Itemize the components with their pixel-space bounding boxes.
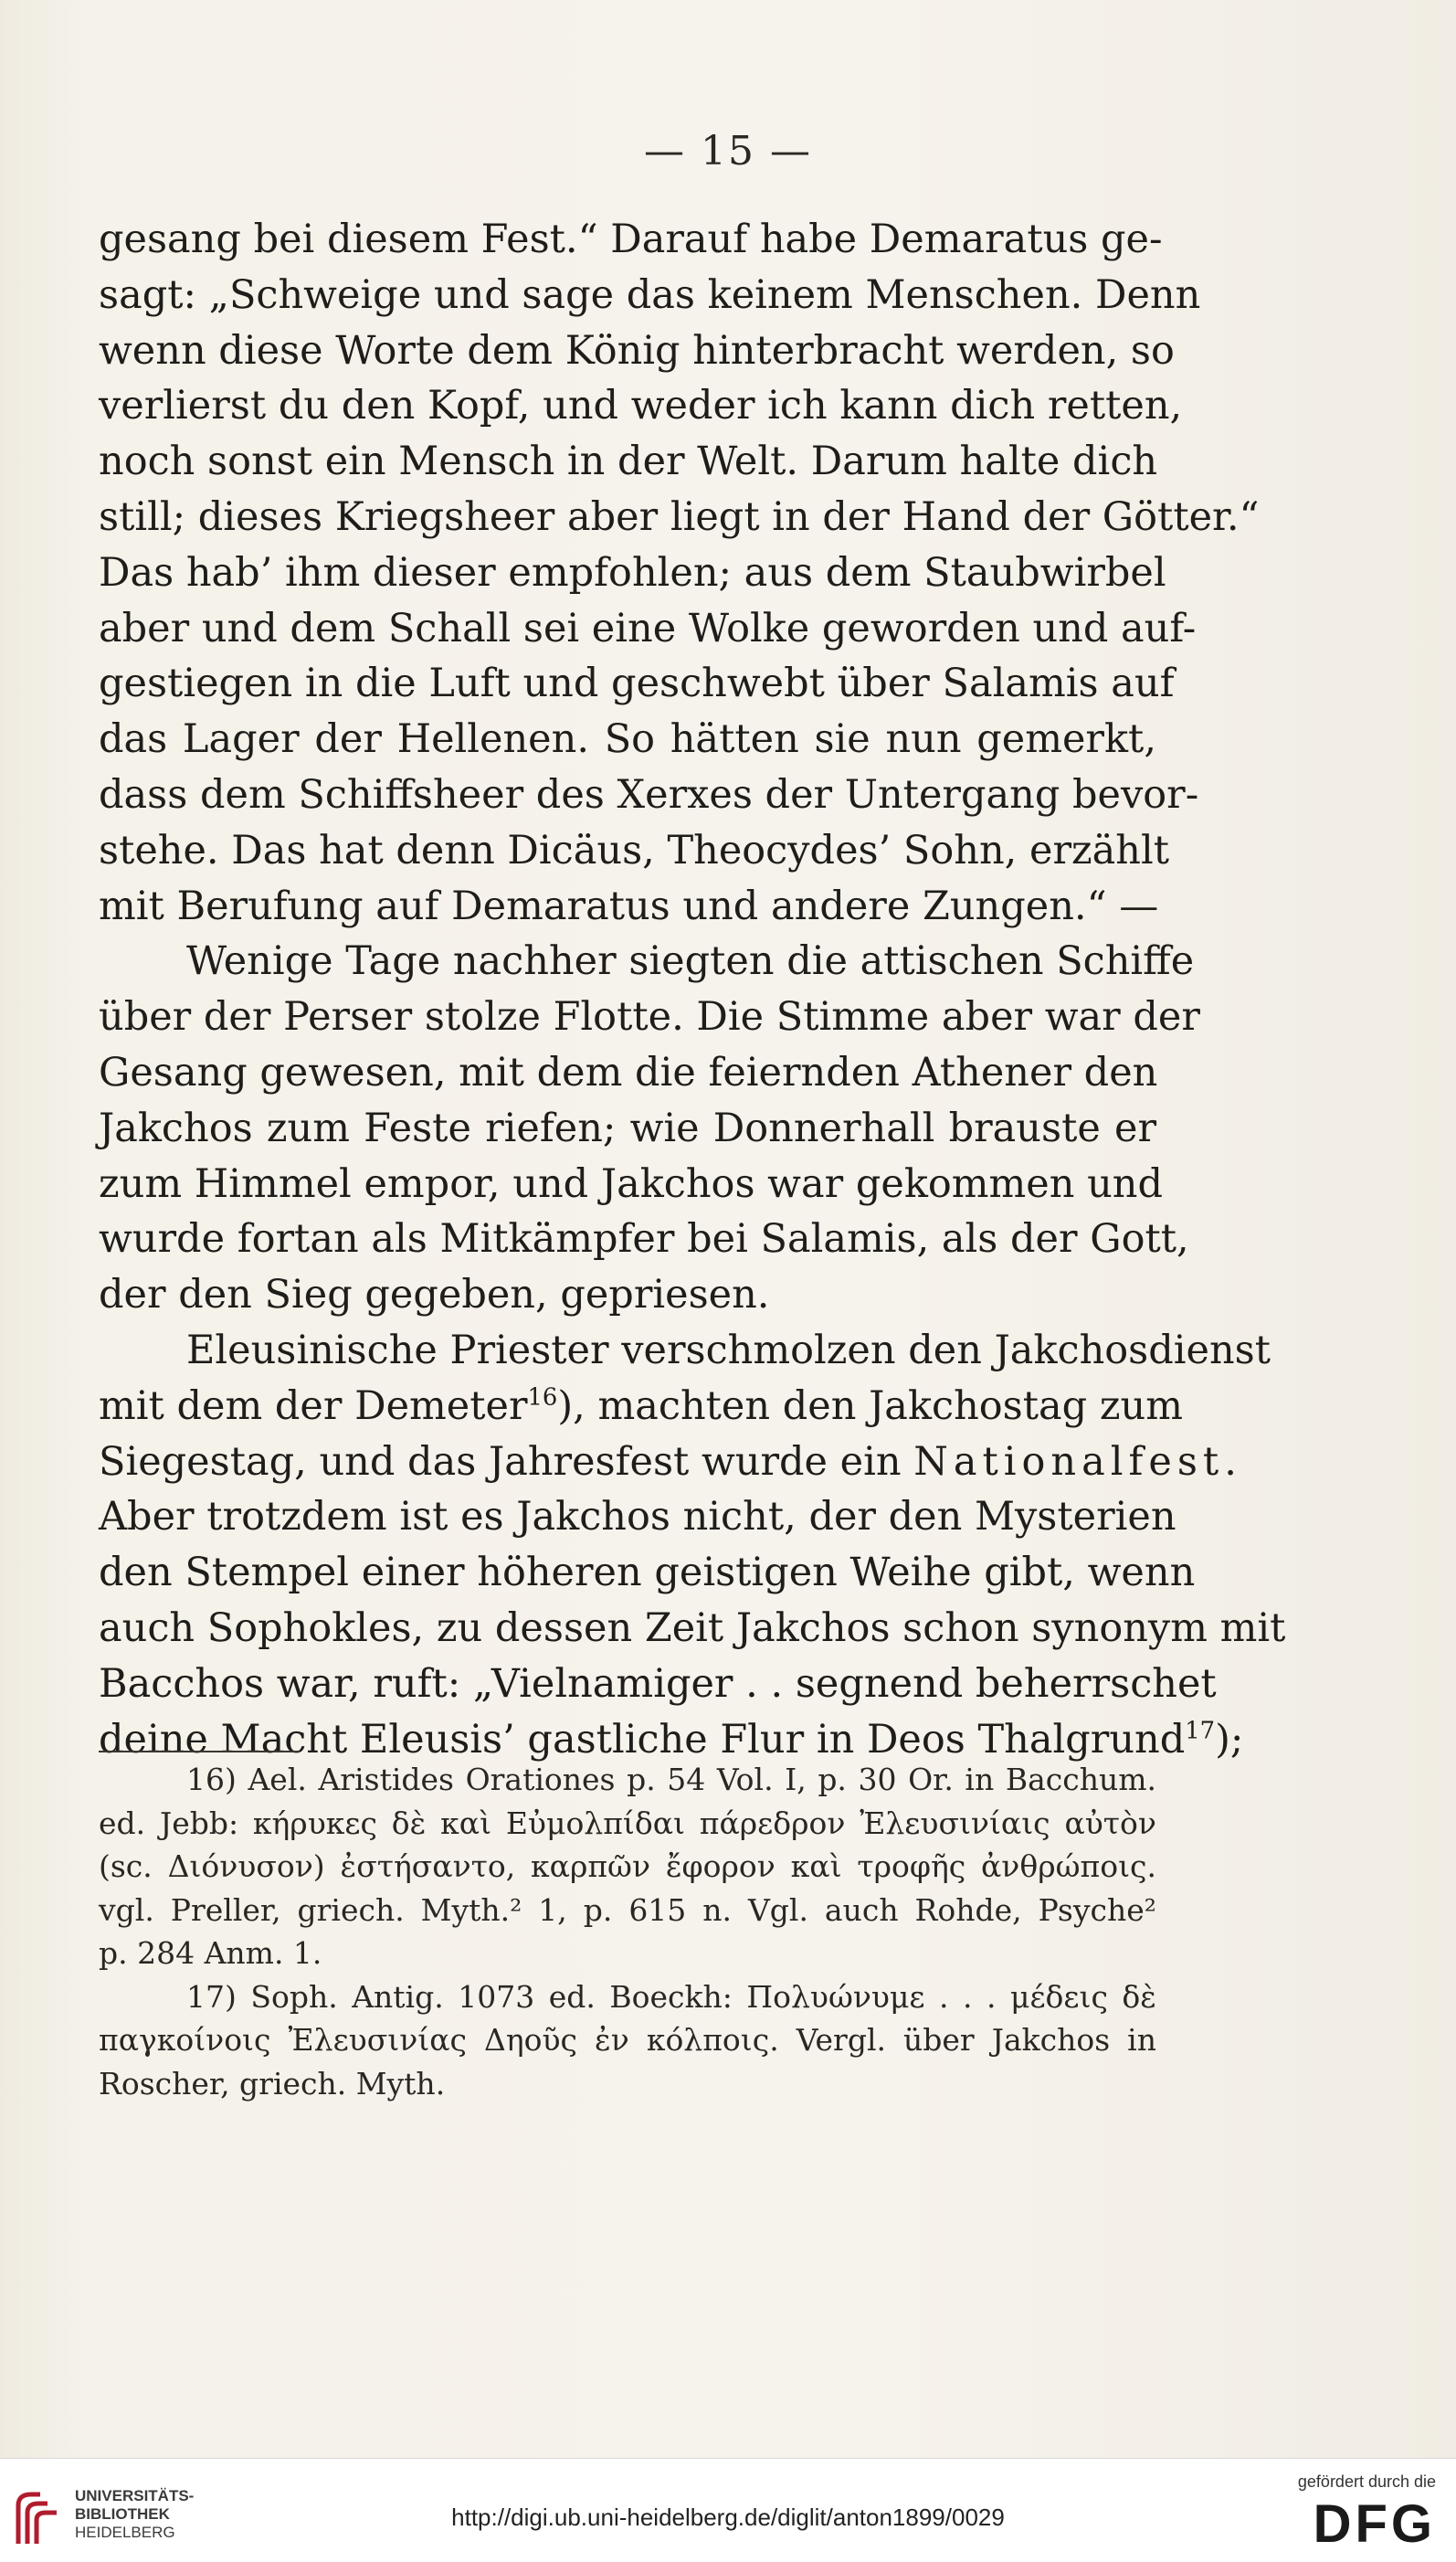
text-line: gesang bei diesem Fest.“ Darauf habe Demaratus ge-	[99, 217, 1163, 262]
permalink-url[interactable]: http://digi.ub.uni-heidelberg.de/diglit/anton1899/0029	[451, 2504, 1005, 2531]
footnote-17	[99, 1975, 1156, 2106]
footnote-line: 16) Ael. Aristides Orationes p. 54 Vol. I, p. 30 Or. in Bacchum.	[186, 1762, 1156, 1797]
footnote-line: 17) Soph. Antig. 1073 ed. Boeckh: Πολυώνυμε . . . μέδεις δὲ	[186, 1978, 1156, 2015]
text-line	[99, 1435, 1242, 1490]
text-line: sagt: „Schweige und sage das keinem Menschen. Denn	[99, 271, 1201, 318]
footnote-line: Roscher, griech. Myth.	[99, 2065, 446, 2101]
text-line	[99, 1379, 1183, 1435]
paragraph-3	[99, 1323, 1286, 1767]
footnote-line: ed. Jebb: κήρυκες δὲ καὶ Εὐμολπίδαι πάρεδρον Ἐλευσινίαις αὐτὸν	[99, 1805, 1156, 1841]
paragraph-1	[99, 212, 1260, 934]
text-line: auch Sophokles, zu dessen Zeit Jakchos schon synonym mit	[99, 1604, 1286, 1651]
footnote-ref-16: 16	[527, 1383, 558, 1412]
text-segment: ), machten den Jakchostag zum	[557, 1382, 1183, 1429]
library-name-line: HEIDELBERG	[75, 2524, 175, 2541]
text-line: Jakchos zum Feste riefen; wie Donnerhall brauste er	[99, 1105, 1156, 1151]
text-line: Aber trotzdem ist es Jakchos nicht, der den Mysterien	[99, 1494, 1176, 1540]
text-line: Gesang gewesen, mit dem die feiernden Athener den	[99, 1049, 1158, 1096]
page-number: — 15 —	[644, 128, 812, 175]
funding-note: gefördert durch die	[1297, 2472, 1436, 2491]
dfg-logo: DFG	[1313, 2494, 1436, 2554]
text-line: verlierst du den Kopf, und weder ich kann dich retten,	[99, 383, 1183, 429]
text-line: Bacchos war, ruft: „Vielnamiger . . segnend beherrschet	[99, 1660, 1217, 1707]
text-line: dass dem Schiffsheer des Xerxes der Untergang bevor-	[99, 771, 1199, 818]
text-line: den Stempel einer höheren geistigen Weihe gibt, wenn	[99, 1550, 1196, 1596]
footnote-line: vgl. Preller, griech. Myth.² 1, p. 615 n. Vgl. auch Rohde, Psyche²	[99, 1891, 1156, 1928]
text-line: der den Sieg gegeben, gepriesen.	[99, 1272, 770, 1318]
footnote-16	[99, 1758, 1156, 1975]
text-line: Wenige Tage nachher siegten die attischen Schiffe	[186, 938, 1195, 985]
text-line: Eleusinische Priester verschmolzen den Jakchosdienst	[186, 1327, 1271, 1373]
text-line: mit Berufung auf Demaratus und andere Zungen.“ —	[99, 883, 1159, 929]
text-line: das Lager der Hellenen. So hätten sie nun gemerkt,	[99, 716, 1156, 763]
paragraph-2	[99, 934, 1200, 1323]
footnote-separator	[99, 1751, 300, 1752]
text-line: stehe. Das hat denn Dicäus, Theocydes’ Sohn, erzählt	[99, 827, 1170, 873]
footnote-line: p. 284 Anm. 1.	[99, 1935, 322, 1971]
emphasized-word: Nationalfest.	[913, 1438, 1242, 1485]
footnote-line: παγκοίνοις Ἐλευσινίας Δηοῦς ἐν κόλποις. Vergl. über Jakchos in	[99, 2022, 1156, 2058]
text-line: aber und dem Schall sei eine Wolke geworden und auf-	[99, 605, 1197, 651]
text-segment: deine Macht Eleusis’ gastliche Flur in Deos Thalgrund	[99, 1716, 1186, 1763]
library-name-line: UNIVERSITÄTS-	[75, 2487, 195, 2504]
text-line: wurde fortan als Mitkämpfer bei Salamis, als der Gott,	[99, 1216, 1189, 1263]
footnotes	[99, 1758, 1156, 2105]
text-line: Das hab’ ihm dieser empfohlen; aus dem Staubwirbel	[99, 549, 1166, 596]
library-name-line: BIBLIOTHEK	[75, 2505, 170, 2523]
footnote-ref-17: 17	[1185, 1717, 1216, 1745]
text-line: still; dieses Kriegsheer aber liegt in der Hand der Götter.“	[99, 493, 1260, 540]
main-text	[99, 212, 1286, 1767]
text-line: gestiegen in die Luft und geschwebt über Salamis auf	[99, 661, 1175, 707]
text-segment: mit dem der Demeter	[99, 1382, 528, 1429]
text-line: über der Perser stolze Flotte. Die Stimme aber war der	[99, 994, 1200, 1041]
text-line: noch sonst ein Mensch in der Welt. Darum halte dich	[99, 439, 1158, 485]
text-segment: Siegestag, und das Jahresfest wurde ein	[99, 1438, 902, 1485]
text-line: zum Himmel empor, und Jakchos war gekommen und	[99, 1160, 1164, 1207]
footnote-line: (sc. Διόνυσον) ἐστήσαντο, καρπῶν ἔφορον καὶ τροφῆς ἀνθρώποις.	[99, 1848, 1156, 1884]
text-line: wenn diese Worte dem König hinterbracht werden, so	[99, 327, 1175, 374]
text-segment: );	[1215, 1716, 1244, 1763]
